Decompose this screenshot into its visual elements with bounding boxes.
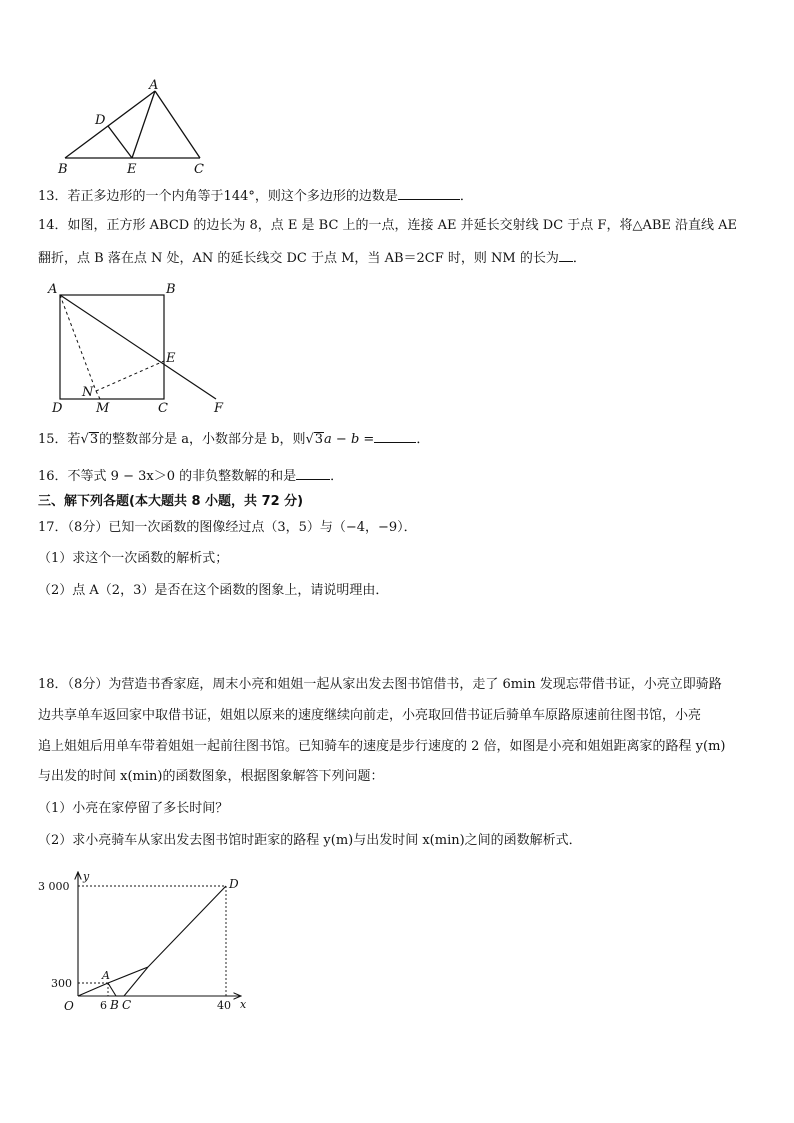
question-17-part-1: （1）求这个一次函数的解析式；	[38, 551, 229, 566]
question-18-line-4: 与出发的时间 x(min)的函数图象，根据图象解答下列问题：	[38, 769, 384, 784]
point-label-B: B	[166, 282, 176, 297]
y-tick-300: 300	[51, 977, 72, 990]
point-label-E: E	[127, 162, 137, 177]
sqrt-sign: √	[305, 432, 314, 447]
q13-end: ．	[459, 189, 473, 204]
answer-blank	[559, 249, 573, 262]
point-label-B: B	[110, 998, 119, 1012]
x-tick-6: 6	[100, 999, 107, 1012]
x-tick-40: 40	[217, 999, 231, 1012]
q14-text: 翻折，点 B 落在点 N 处，AN 的延长线交 DC 于点 M，当 AB＝2CF 时，则 NM 的长为	[38, 251, 559, 266]
point-label-A: A	[102, 969, 110, 982]
point-label-M: M	[96, 401, 110, 416]
point-label-A: A	[149, 78, 159, 93]
point-label-F: F	[214, 401, 224, 416]
origin-label: O	[64, 999, 74, 1013]
triangle-figure	[50, 76, 230, 176]
question-18-line-3: 追上姐姐后用单车带着姐姐一起前往图书馆。已知骑车的速度是步行速度的 2 倍，如图是小亮和姐姐距离家的路程 y(m)	[38, 739, 726, 754]
question-16	[38, 467, 764, 486]
question-14-line-1: 14．如图，正方形 ABCD 的边长为 8，点 E 是 BC 上的一点，连接 AE 并延长交射线 DC 于点 F，将△ABE 沿直线 AE	[38, 218, 738, 233]
point-label-C: C	[158, 401, 168, 416]
answer-blank	[296, 467, 330, 480]
q15-mid: 的整数部分是 a，小数部分是 b，则	[99, 432, 306, 447]
expr-radicand: 3	[314, 432, 324, 447]
point-label-B: B	[58, 162, 68, 177]
answer-blank	[398, 187, 460, 200]
point-label-A: A	[48, 282, 58, 297]
point-label-D: D	[95, 113, 106, 128]
q14-end: ．	[572, 251, 586, 266]
square-figure	[48, 281, 248, 416]
question-18-line-1: 18．（8分）为营造书香家庭，周末小亮和姐姐一起从家出发去图书馆借书，走了 6min 发现忘带借书证，小亮立即骑路	[38, 677, 722, 692]
question-14-line-2	[38, 249, 764, 268]
sqrt-sign: √	[80, 432, 89, 447]
point-label-E: E	[166, 351, 176, 366]
y-axis-label: y	[83, 870, 90, 883]
question-15	[38, 430, 764, 449]
question-13	[38, 187, 764, 206]
q16-text: 16．不等式 9 − 3x＞0 的非负整数解的和是	[38, 469, 297, 484]
question-18-line-2: 边共享单车返回家中取借书证，姐姐以原来的速度继续向前走，小亮取回借书证后骑单车原路原速前往图书馆，小亮	[38, 708, 702, 723]
distance-time-graph	[36, 868, 256, 1018]
point-label-D: D	[52, 401, 63, 416]
x-axis-label: x	[240, 998, 247, 1011]
point-label-N: N	[82, 385, 94, 400]
point-label-C: C	[194, 162, 204, 177]
question-17-stem: 17．（8分）已知一次函数的图像经过点（3，5）与（−4，−9）．	[38, 520, 417, 535]
q15-pre: 15．若	[38, 432, 81, 447]
question-17-part-2: （2）点 A（2，3）是否在这个函数的图象上，请说明理由．	[38, 583, 389, 598]
answer-blank	[374, 430, 416, 443]
q16-end: ．	[330, 469, 344, 484]
q13-text: 13．若正多边形的一个内角等于144°，则这个多边形的边数是	[38, 189, 398, 204]
q15-end: ．	[416, 432, 430, 447]
y-tick-3000: 3 000	[38, 880, 70, 893]
point-label-C: C	[122, 998, 132, 1012]
question-18-part-1: （1）小亮在家停留了多长时间？	[38, 801, 229, 816]
section-heading: 三、解下列各题(本大题共 8 小题，共 72 分)	[38, 494, 304, 509]
question-18-part-2: （2）求小亮骑车从家出发去图书馆时距家的路程 y(m)与出发时间 x(min)之间的函数解析式．	[38, 833, 582, 848]
point-label-D: D	[229, 877, 239, 891]
radicand: 3	[89, 432, 99, 447]
q15-expr: a − b =	[324, 432, 375, 447]
